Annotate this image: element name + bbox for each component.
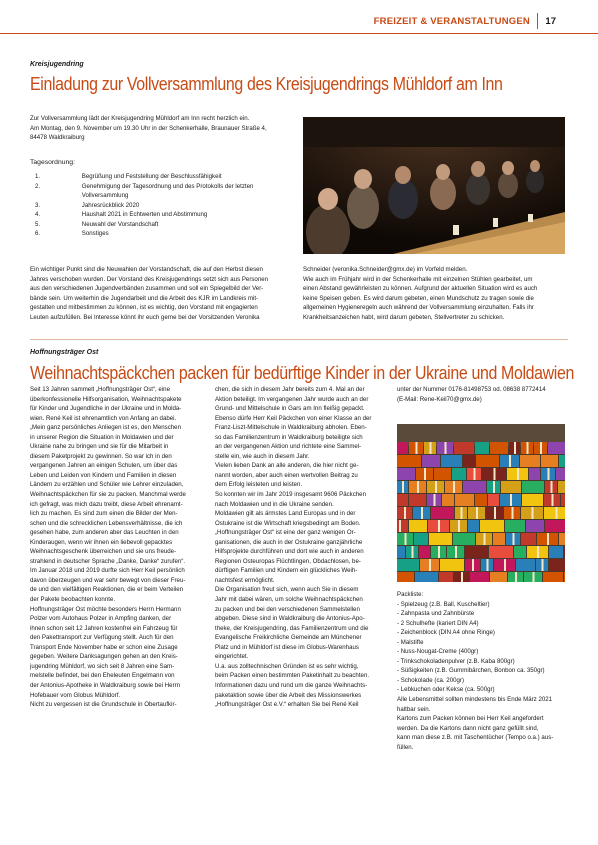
agenda-text: Jahresrückblick 2020 bbox=[81, 201, 140, 209]
gift-box bbox=[414, 533, 428, 545]
agenda-item bbox=[35, 182, 271, 201]
gift-ribbon bbox=[429, 559, 431, 571]
agenda-text: Genehmigung der Tagesordnung und des Protokolls der letzten Vollversammlung bbox=[81, 182, 254, 200]
text-line: bände sein. Um weiterhin die Jugendarbeit und die Arbeit des KJR im Landkreis mit- bbox=[30, 294, 259, 302]
text-line: Weihnachtsgeschenk überreichen und sie uns freude- bbox=[30, 548, 177, 556]
text-line: vergangenen Jahren an einigen Schulen, um über das bbox=[30, 462, 178, 470]
text-line: strahlend in deutscher Sprache „Danke, Danke“ zurufen“. bbox=[30, 557, 186, 565]
text-line: Hilfsprojekte durchführen und dort wie auch in anderen bbox=[215, 548, 364, 556]
text-line: - Trinkschokoladenpulver (z.B. Kaba 800gr) bbox=[397, 657, 515, 665]
gift-box bbox=[441, 455, 462, 467]
gift-ribbon bbox=[421, 507, 423, 519]
gift-ribbon bbox=[493, 481, 495, 493]
text-line: „Hoffnungsträger Ost“ ist eine der ganz wenigen Or- bbox=[215, 529, 356, 537]
text-line: theke, der Kreisjugendring, das Familienzentrum und die bbox=[215, 624, 369, 632]
text-line: Transport Ende November habe er schon eine Zusage bbox=[30, 643, 178, 651]
article1-kicker: Kreisjugendring bbox=[30, 61, 84, 68]
gift-ribbon bbox=[515, 572, 517, 582]
gift-box bbox=[475, 494, 487, 506]
gift-ribbon bbox=[416, 442, 418, 454]
text-line: stelle ein, wie auch in diesem Jahr. bbox=[215, 452, 310, 460]
agenda-number: 2. bbox=[35, 182, 41, 190]
gift-box bbox=[559, 455, 565, 467]
gift-box bbox=[475, 442, 489, 454]
text-line: keine Speisen geben. Es wird darum gebeten, einen Mundschutz zu tragen sowie die bbox=[303, 294, 534, 302]
text-line: (E-Mail: Rene-Keil70@gmx.de) bbox=[397, 395, 482, 403]
text-line: Kartons zum Packen können bei Herr Keil angefordert bbox=[397, 715, 544, 723]
gift-ribbon bbox=[517, 468, 519, 480]
text-line: in unserer Region die Situation in Moldawien und der bbox=[30, 433, 174, 441]
article2-contact bbox=[397, 385, 568, 404]
gift-box bbox=[434, 468, 451, 480]
text-line: für Kinder und Jugendliche in der Ukraine und in Molda- bbox=[30, 405, 182, 413]
gift-box bbox=[488, 494, 499, 506]
text-line: „Mein ganz persönliches Anliegen ist es, den Menschen bbox=[30, 424, 181, 432]
text-line: allgemeinen Hygieneregeln auch während der Vollversammlung einzuhalten. Falls ihr bbox=[303, 304, 534, 312]
gift-box bbox=[522, 494, 543, 506]
article2-title: Weihnachtspäckchen packen für bedürftige Kinder in der Ukraine und Moldawien bbox=[30, 362, 575, 383]
agenda-number: 4. bbox=[35, 211, 41, 219]
text-line: Ländern zu erzählen und Schüler wie Lehrer einzuladen, bbox=[30, 481, 184, 489]
text-line: nachtsfest ermöglicht. bbox=[215, 576, 275, 584]
gift-ribbon bbox=[514, 442, 516, 454]
text-line: kann man diese z.B. mit Taschentücher (Tempo o.a.) aus- bbox=[397, 734, 554, 742]
text-line: nach Moldawien und in die Ukraine senden. bbox=[215, 500, 334, 508]
text-line: Im Januar 2018 und 2019 durfte sich Herr Keil persönlich bbox=[30, 567, 185, 575]
gift-box bbox=[559, 533, 565, 545]
text-line: Kinderaugen, wenn wir ihnen ein liebevoll gepacktes bbox=[30, 538, 173, 546]
gift-box bbox=[422, 455, 440, 467]
text-line: zu packen und bei den verschiedenen Sammelstellen bbox=[215, 605, 360, 613]
gift-box bbox=[409, 520, 427, 532]
text-line: unter der Nummer 0176-81498753 od. 08638 8772414 bbox=[397, 386, 546, 393]
text-line: der Pakete beobachten konnte. bbox=[30, 596, 116, 604]
gift-ribbon bbox=[438, 520, 440, 532]
text-line: Jahres verschoben wurden. Der Vorstand des Kreisjugendrings setzt sich aus Personen bbox=[30, 275, 269, 283]
text-line: Vielen lieben Dank an alle anderen, die hier nicht ge- bbox=[215, 462, 359, 470]
text-line: abgeben. Diese sind in Waldkraiburg die Antonius-Apo- bbox=[215, 615, 365, 623]
text-line: Moldawien gilt als ärmstes Land Europas und in der bbox=[215, 510, 356, 518]
gift-box bbox=[556, 468, 565, 480]
text-line: Wie auch im Frühjahr wird in der Schenkerhalle mit einzelnen Stühlen gearbeitet, um bbox=[303, 275, 533, 283]
gift-ribbon bbox=[438, 546, 440, 558]
gift-ribbon bbox=[412, 546, 414, 558]
gift-ribbon bbox=[542, 559, 544, 571]
text-line: Ein wichtiger Punkt sind die Neuwahlen der Vorstandschaft, die auf den Herbst diesen bbox=[30, 266, 263, 273]
gift-ribbon bbox=[399, 520, 401, 532]
gift-box bbox=[454, 442, 474, 454]
gift-ribbon bbox=[458, 520, 460, 532]
agenda-text: Neuwahl der Vorstandschaft bbox=[81, 220, 159, 228]
agenda-heading: Tagesordnung: bbox=[30, 159, 75, 166]
gift-ribbon bbox=[402, 481, 404, 493]
intro-line: 84478 Waldkraiburg bbox=[30, 134, 85, 142]
text-line: Regionen Osteuropas Flüchtlingen, Obdachlosen, be- bbox=[215, 557, 361, 565]
gift-ribbon bbox=[547, 533, 549, 545]
text-line: de und den vielfältigen Reaktionen, die er beim Verteilen bbox=[30, 586, 184, 594]
gift-ribbon bbox=[504, 559, 506, 571]
gift-box bbox=[439, 572, 453, 582]
text-line: aus den verschiedenen Jugendverbänden zusammen und soll ein Spiegelbild der Ver- bbox=[30, 285, 264, 293]
text-line: Packliste: bbox=[397, 591, 424, 598]
gift-box bbox=[452, 468, 466, 480]
header-rule bbox=[0, 33, 598, 34]
text-line: Hoffnungsträger Ost möchte besonders Herrn Hermann bbox=[30, 605, 181, 613]
text-line: überkonfessionelle Hilfsorganisation, Weihnachtspakete bbox=[30, 395, 182, 403]
gift-ribbon bbox=[434, 494, 436, 506]
gift-box bbox=[442, 494, 454, 506]
gift-ribbon bbox=[556, 507, 558, 519]
text-line: Ukraine nahe zu bringen und sie für die Mitarbeit in bbox=[30, 443, 169, 451]
gift-box bbox=[476, 455, 499, 467]
text-line: den Pakettransport zur Verfügung stellt. Auch für den bbox=[30, 634, 174, 642]
gift-box bbox=[561, 494, 565, 506]
gift-box bbox=[455, 494, 474, 506]
text-line: der Antonius-Apotheke in Waldkraiburg sowie bei Herrn bbox=[30, 681, 181, 689]
gift-box bbox=[490, 442, 508, 454]
article2-column-1 bbox=[30, 385, 209, 710]
text-line: Leuten aufzufüllen. Bei Interesse könnt ihr euch gerne bei der Vorsitzenden Veronika bbox=[30, 313, 260, 321]
gift-ribbon bbox=[533, 572, 535, 582]
agenda-number: 6. bbox=[35, 230, 41, 238]
text-line: ihnen schon seit 12 Jahren kostenfrei ein Fahrzeug für bbox=[30, 624, 178, 632]
agenda-item bbox=[35, 201, 271, 211]
gift-ribbon bbox=[455, 546, 457, 558]
gift-ribbon bbox=[548, 468, 550, 480]
text-line: So konnten wir im Jahr 2019 insgesamt 9606 Päckchen bbox=[215, 491, 366, 499]
gift-ribbon bbox=[445, 442, 447, 454]
gift-box bbox=[397, 559, 419, 571]
gift-ribbon bbox=[404, 507, 406, 519]
gift-box bbox=[544, 507, 565, 519]
text-line: Platz und in Mühldorf ist diese im Globus-Warenhaus bbox=[215, 643, 359, 651]
gift-ribbon bbox=[527, 442, 529, 454]
text-line: so das Familienzentrum in Waldkraiburg beteiligte sich bbox=[215, 433, 363, 441]
gift-box bbox=[521, 533, 536, 545]
text-line: - Lebkuchen oder Kekse (ca. 500gr) bbox=[397, 686, 495, 694]
gift-box bbox=[490, 572, 507, 582]
text-line: melstelle befindet, bei den Eheleuten Engelmann von bbox=[30, 672, 175, 680]
agenda-number: 1. bbox=[35, 173, 41, 180]
gift-box bbox=[397, 546, 405, 558]
gift-ribbon bbox=[512, 507, 514, 519]
gift-box bbox=[419, 546, 430, 558]
gift-box bbox=[558, 481, 565, 493]
text-line: Ebenso dürfe Herr Keil Päckchen von einer Klasse an der bbox=[215, 414, 372, 422]
text-line: lich zu machen. Es sind zum einen die Bilder der Men- bbox=[30, 510, 178, 518]
article-divider bbox=[30, 339, 568, 340]
text-line: wien. René Keil ist ehrenamtlich von Anfang an dabei. bbox=[30, 414, 177, 422]
article1-column-right bbox=[303, 265, 564, 322]
gift-box bbox=[470, 572, 489, 582]
gift-ribbon bbox=[513, 533, 515, 545]
text-line: - 2 Schulhefte (kariert DIN A4) bbox=[397, 619, 479, 627]
gift-box bbox=[397, 455, 421, 467]
gift-box bbox=[501, 481, 521, 493]
text-line: Informationen dazu und rund um die ganze Weihnachts- bbox=[215, 681, 368, 689]
agenda-item bbox=[35, 220, 271, 230]
gift-ribbon bbox=[461, 572, 463, 582]
gift-box bbox=[463, 481, 486, 493]
gift-ribbon bbox=[494, 507, 496, 519]
text-line: Aktion beteiligt. Im vergangenen Jahr wurde auch an der bbox=[215, 395, 369, 403]
text-line: Weihnachtspäckchen für sie zu packen. Manchmal werde bbox=[30, 491, 186, 499]
gift-ribbon bbox=[509, 455, 511, 467]
gift-box bbox=[480, 520, 504, 532]
gift-box bbox=[431, 507, 454, 519]
gift-ribbon bbox=[424, 468, 426, 480]
text-line: gegeben. Weitere Danksagungen gehen an den Kreis- bbox=[30, 653, 178, 661]
gift-ribbon bbox=[474, 468, 476, 480]
text-line: Schneider (veronika.Schneider@gmx.de) im Vorfeld melden. bbox=[303, 266, 468, 273]
gift-ribbon bbox=[487, 559, 489, 571]
gift-box bbox=[543, 572, 563, 582]
intro-line: Zur Vollversammlung lädt der Kreisjugendring Mühldorf am Inn recht herzlich ein. bbox=[30, 115, 250, 122]
text-line: füllen. bbox=[397, 743, 414, 751]
text-line: Leben und Leiden von Kindern und Familien in diesen bbox=[30, 471, 177, 479]
gift-ribbon bbox=[552, 494, 554, 506]
text-line: jugendring Mühldorf, wo sich seit 8 Jahren eine Sam- bbox=[30, 662, 175, 670]
gift-ribbon bbox=[494, 468, 496, 480]
gift-ribbon bbox=[461, 507, 463, 519]
gift-box bbox=[526, 520, 544, 532]
text-line: - Schokolade (ca. 200gr) bbox=[397, 676, 464, 684]
text-line: Franz-Liszt-Mittelschule in Waldkraiburg abholen. Eben- bbox=[215, 424, 367, 432]
gift-box bbox=[529, 468, 540, 480]
text-line: gestalten und mitbestimmen zu können, ist es wichtig, den Vorstand mit engagierten bbox=[30, 304, 258, 312]
text-line: werden. Da die Kartons dann nicht ganz gefüllt sind, bbox=[397, 724, 539, 732]
agenda-text: Sonstiges bbox=[81, 230, 109, 238]
agenda-item bbox=[35, 229, 271, 239]
gift-box bbox=[541, 455, 558, 467]
text-line: dem Erfolg leisteten und leisten. bbox=[215, 481, 303, 489]
agenda-text: Haushalt 2021 in Echtwerten und Abstimmung bbox=[81, 211, 208, 219]
gift-box bbox=[440, 559, 464, 571]
gift-box bbox=[397, 520, 408, 532]
gift-ribbon bbox=[476, 507, 478, 519]
gift-ribbon bbox=[430, 442, 432, 454]
gift-box bbox=[564, 572, 565, 582]
text-line: dürftigen Familien und Kindern ein glückliches Weih- bbox=[215, 567, 358, 575]
text-line: Jahr mit dabei wären, um solche Weihnachtspäckchen bbox=[215, 596, 363, 604]
meeting-photo bbox=[303, 117, 565, 254]
gift-ribbon bbox=[532, 507, 534, 519]
text-line: U.a. aus zolltechnischen Gründen ist es sehr wichtig, bbox=[215, 662, 359, 670]
gift-ribbon bbox=[435, 481, 437, 493]
text-line: - Zahnpasta und Zahnbürste bbox=[397, 610, 475, 618]
text-line: - Malstifte bbox=[397, 638, 424, 646]
page-number: 17 bbox=[545, 16, 556, 27]
article1-column-left bbox=[30, 265, 296, 322]
text-line: an der vergangenen Aktion und richtete eine Sammel- bbox=[215, 443, 362, 451]
gift-box bbox=[415, 572, 438, 582]
text-line: - Spielzeug (z.B. Ball, Kuscheltier) bbox=[397, 600, 490, 608]
gift-box bbox=[505, 520, 525, 532]
gift-box bbox=[489, 546, 513, 558]
gift-box bbox=[397, 572, 414, 582]
text-line: ganisationen, die auch in der Ostukraine ganzjährliche bbox=[215, 538, 363, 546]
gift-ribbon bbox=[537, 546, 539, 558]
gift-ribbon bbox=[405, 533, 407, 545]
gift-box bbox=[520, 455, 540, 467]
gift-box bbox=[429, 533, 452, 545]
gift-box bbox=[522, 481, 544, 493]
text-line: Nicht zu vergessen ist die Grundschule in Obertaufkir- bbox=[30, 701, 177, 709]
text-line: chen, die sich in diesem Jahr bereits zum 4. Mal an der bbox=[215, 386, 365, 393]
agenda-number: 5. bbox=[35, 220, 41, 228]
gift-box bbox=[397, 468, 415, 480]
agenda-number: 3. bbox=[35, 201, 41, 209]
gift-ribbon bbox=[510, 494, 512, 506]
article1-title: Einladung zur Vollversammlung des Kreisjugendrings Mühldorf am Inn bbox=[30, 73, 503, 94]
agenda-item bbox=[35, 172, 271, 182]
text-line: Krankheitsanzeichen habt, wird darum gebeten, Stellvertreter zu schicken. bbox=[303, 313, 505, 321]
gift-ribbon bbox=[540, 442, 542, 454]
agenda-item bbox=[35, 210, 271, 220]
text-line: schen und die schrecklichen Lebensverhältnisse, die ich bbox=[30, 519, 183, 527]
text-line: paketaktion sowie über die Arbeit des Missionswerkes bbox=[215, 691, 362, 699]
text-line: nannt worden, aber auch einen wertvollen Beitrag zu bbox=[215, 471, 358, 479]
text-line: Polzer vom Autohaus Polzer in Ampfing danken, der bbox=[30, 615, 172, 623]
gift-ribbon bbox=[453, 481, 455, 493]
gift-box bbox=[514, 546, 526, 558]
text-line: Die Organisation freut sich, wenn auch Sie in diesem bbox=[215, 586, 359, 594]
gift-box bbox=[548, 442, 565, 454]
gift-box bbox=[545, 520, 565, 532]
gift-ribbon bbox=[551, 481, 553, 493]
gift-box bbox=[516, 559, 535, 571]
text-line: haltbar sein. bbox=[397, 705, 431, 713]
gift-box bbox=[453, 533, 475, 545]
gift-box bbox=[493, 533, 505, 545]
agenda-list bbox=[35, 172, 271, 239]
text-line: einen Abstand gewährleisten zu können. Aufgrund der aktuellen Situation wird es auch bbox=[303, 285, 538, 293]
intro-line: Am Montag, den 9. November um 19.30 Uhr in der Schenkerhalle, Braunauer Straße 4, bbox=[30, 124, 267, 132]
gift-ribbon bbox=[484, 533, 486, 545]
text-line: - Nuss-Nougat-Creme (400gr) bbox=[397, 648, 479, 656]
gift-ribbon bbox=[417, 481, 419, 493]
text-line: Ostukraine ist die Wirtschaft kriegsbedingt am Boden. bbox=[215, 519, 361, 527]
text-line: - Zeichenblock (DIN A4 ohne Ringe) bbox=[397, 629, 495, 637]
section-title: FREIZEIT & VERANSTALTUNGEN bbox=[373, 16, 530, 27]
text-line: Evangelische Freikirchliche Gemeinde am Münchener bbox=[215, 634, 362, 642]
gift-box bbox=[465, 546, 488, 558]
text-line: „Hoffnungsträger Ost e.V.“ erhalten Sie bei René Keil bbox=[215, 701, 359, 709]
gift-box bbox=[409, 494, 426, 506]
article2-kicker: Hoffnungsträger Ost bbox=[30, 349, 99, 356]
article2-column-2 bbox=[215, 385, 394, 710]
gift-ribbon bbox=[472, 559, 474, 571]
gift-boxes-photo bbox=[397, 424, 565, 582]
text-line: gesehen habe, zum anderen aber das Leuchten in den bbox=[30, 529, 179, 537]
text-line: eingerichtet. bbox=[215, 653, 249, 661]
header-separator bbox=[537, 13, 538, 29]
agenda-text: Begrüßung und Feststellung der Beschlussfähigkeit bbox=[81, 173, 222, 180]
gift-box bbox=[549, 559, 565, 571]
packing-list bbox=[397, 590, 568, 752]
text-line: davon überzeugen und war sehr bewegt von dieser Freu- bbox=[30, 576, 186, 584]
text-line: - Süßigkeiten (z.B. Gummibärchen, Bonbon ca. 350gr) bbox=[397, 667, 545, 675]
text-line: beim Packen einen bestimmten Paketinhalt zu beachten. bbox=[215, 672, 370, 680]
text-line: diesem Paketprojekt zu gewinnen. So war ich in den bbox=[30, 452, 172, 460]
text-line: Hofebauer vom Globus Mühldorf. bbox=[30, 691, 121, 699]
text-line: Grund- und Mittelschule in Gars am Inn fleißig gepackt. bbox=[215, 405, 365, 413]
gift-box bbox=[397, 442, 408, 454]
article1-intro bbox=[30, 114, 300, 143]
gift-box bbox=[468, 520, 479, 532]
gift-box bbox=[463, 455, 475, 467]
text-line: Alle Lebensmittel sollten mindestens bis Ende März 2021 bbox=[397, 696, 553, 704]
gift-box bbox=[397, 494, 408, 506]
gift-box bbox=[549, 546, 563, 558]
gift-box bbox=[564, 546, 565, 558]
text-line: ich gefragt, was mich dazu treibt, diese Arbeit ehrenamt- bbox=[30, 500, 183, 508]
text-line: Seit 13 Jahren sammelt „Hoffnungsträger Ost“, eine bbox=[30, 386, 170, 393]
